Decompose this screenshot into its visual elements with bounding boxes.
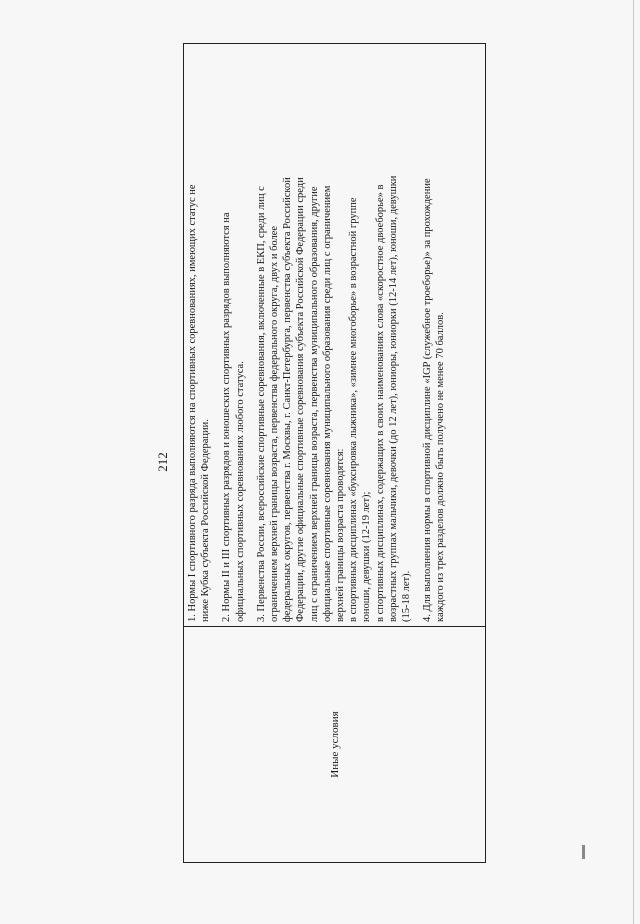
condition-line: в спортивных дисциплинах «буксировка лыжника», «зимнее многоборье» в возрастной группе xyxy=(348,197,360,622)
condition-line: верхней границы возраста проводятся: xyxy=(335,448,347,622)
scan-mark xyxy=(582,845,585,859)
condition-item-1 xyxy=(186,48,212,622)
condition-line: ниже Кубка субъекта Российской Федерации. xyxy=(200,419,212,622)
condition-line: 3. Первенства России, всероссийские спортивные соревнования, включенные в ЕКП, среди лиц с xyxy=(255,186,267,622)
condition-line: возрастных группах мальчики, девочки (до 12 лет), юниоры, юниорки (12-14 лет), юноши, девушки xyxy=(387,175,399,622)
condition-line: юноши, девушки (12-19 лет); xyxy=(361,491,373,622)
condition-line: лиц с ограничением верхней границы возраста, первенства муниципального образования, другие xyxy=(308,186,320,622)
conditions-cell xyxy=(184,44,485,626)
rotated-content xyxy=(155,47,485,877)
condition-line: 4. Для выполнения нормы в спортивной дисциплине «IGP (служебное троеборье)» за прохождение xyxy=(422,178,434,622)
conditions-table xyxy=(183,43,486,863)
page-number: 212 xyxy=(155,452,170,472)
condition-line: (15-18 лет). xyxy=(401,570,413,622)
condition-line: официальных спортивных соревнованиях любого статуса. xyxy=(234,361,246,622)
row-label: Иные условия xyxy=(328,711,341,778)
condition-line: Федерации, другие официальные спортивные соревнования субъекта Российской Федерации среди xyxy=(295,177,307,622)
condition-line: в спортивных дисциплинах, содержащих в своих наименованиях слова «скоростное двоеборье» в xyxy=(374,184,386,622)
condition-item-4 xyxy=(421,48,447,622)
condition-line: федеральных округов, первенства г. Москвы, г. Санкт-Петербурга, первенства субъекта Российской xyxy=(282,177,294,622)
condition-line: 2. Нормы II и III спортивных разрядов и юношеских спортивных разрядов выполняются на xyxy=(221,212,233,622)
scan-edge xyxy=(633,0,634,924)
condition-line: официальные спортивные соревнования муниципального образования среди лиц с ограничением xyxy=(321,185,333,622)
row-label-cell xyxy=(184,626,485,862)
condition-line: каждого из трех разделов должно быть получено не менее 70 баллов. xyxy=(435,312,447,622)
condition-line: 1. Нормы I спортивного разряда выполняются на спортивных соревнованиях, имеющих статус не xyxy=(187,184,198,622)
condition-item-2 xyxy=(220,48,246,622)
condition-item-3 xyxy=(255,48,413,622)
condition-line: ограничением верхней границы возраста, первенства федерального округа, двух и более xyxy=(269,225,281,622)
